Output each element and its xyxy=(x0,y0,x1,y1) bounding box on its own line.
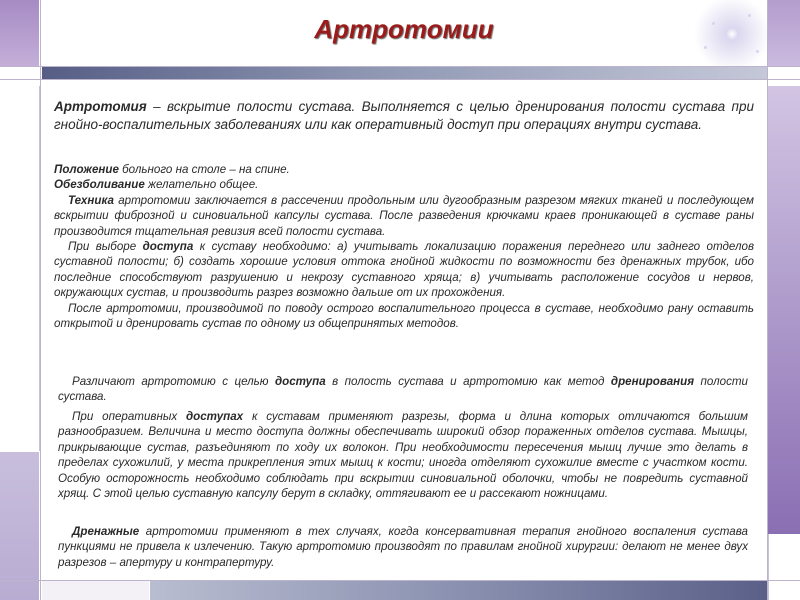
frame-left-bottom-block xyxy=(0,452,39,600)
access-term: доступа xyxy=(142,240,194,254)
frame-right-top-block xyxy=(768,0,800,66)
anesthesia-line xyxy=(54,177,754,192)
sparkle-dot xyxy=(704,46,707,49)
drainage-paragraph xyxy=(58,524,748,570)
after-text: После артротомии, производимой по поводу острого воспалительного процесса в суставе, необходимо рану оставить открытой и дренировать сустав по одному из общепринятых методов. xyxy=(54,301,754,331)
technique-text: артротомии заключается в рассечении продольным или дугообразным разрезом мягких тканей и последующем вскрытии фиброзной и синовиальной капсулы сустава. После разведения крючками краев проникающей в суставе раны производится тщательная ревизия всей полости сустава. xyxy=(54,193,754,238)
frame-line-left xyxy=(40,0,41,600)
distinguish-paragraph xyxy=(58,374,748,405)
intro-term: Артротомия xyxy=(54,99,147,114)
anesthesia-text: желательно общее. xyxy=(144,178,259,192)
distinguish-mid: в полость сустава и артротомию как метод xyxy=(325,375,611,388)
access-text: к суставу необходимо: а) учитывать локализацию поражения переднего или заднего отделов суставной полости; б) создать хорошие условия оттока гнойной жидкости по возможности без дренажных трубок, ибо последние способствуют разрушению и некрозу суставного хряща; в) учитывать расположение сосудов и нервов, окружающих сустав, и производить разрез возможно дальше от их прохождения. xyxy=(54,240,755,300)
frame-line-right xyxy=(767,0,768,600)
anesthesia-term: Обезболивание xyxy=(54,178,145,192)
sparkle-dot xyxy=(756,50,759,53)
bottom-gradient-bar xyxy=(150,581,767,600)
frame-right-bottom-block xyxy=(768,534,800,600)
operative-pre: При оперативных xyxy=(72,410,186,423)
operative-text: к суставам применяют разрезы, форма и длина которых отличаются большим разнообразием. Величина и место доступа должны обеспечивать широкий обзор пораженных отделов сустава. Мышцы, прикрывающие сустав, разъединяют по ходу их волокон. При необходимости пересечения мышц лучше это делать в пределах сухожилий, у места прикрепления этих мышц к кости; иногда отделяют сухожилие вместе с участком кости. Особую осторожность необходимо соблюдать при вскрытии синовиальной оболочки, чтобы не повредить суставной хрящ. С этой целью суставную капсулу берут в складку, оттягивают ее и рассекают ножницами. xyxy=(58,410,749,501)
technique-paragraph xyxy=(54,193,754,239)
position-line xyxy=(54,162,754,177)
operative-paragraph xyxy=(58,409,748,501)
frame-right-middle-block xyxy=(768,86,800,534)
bottom-left-bar xyxy=(42,581,149,600)
drainage-term: Дренажные xyxy=(72,525,140,538)
after-paragraph xyxy=(54,301,754,332)
distinguish-term-access: доступа xyxy=(274,375,326,388)
distinguish-pre: Различают артротомию с целью xyxy=(72,375,275,388)
main-text-block xyxy=(54,162,754,331)
intro-text: – вскрытие полости сустава. Выполняется с целью дренирования полости сустава при гнойно-воспалительных заболеваниях или как оперативный доступ при операциях внутри сустава. xyxy=(54,99,754,132)
intro-paragraph xyxy=(54,98,754,134)
distinguish-term-drainage: дренирования xyxy=(610,375,695,388)
distinguish-post: полости сустава. xyxy=(58,375,748,404)
access-paragraph xyxy=(54,239,754,301)
drainage-text: артротомии применяют в тех случаях, когда консервативная терапия гнойного воспаления сустава пункциями не привела к излечению. Такую артротомию производят по правилам гнойной хирургии: делают не менее двух разрезов – апертуру и контрапертуру. xyxy=(58,525,748,569)
position-term: Положение xyxy=(54,163,119,176)
top-gradient-bar xyxy=(42,67,767,79)
technique-term: Техника xyxy=(68,193,114,207)
access-pre: При выборе xyxy=(68,240,143,254)
frame-left-middle-block xyxy=(0,86,40,451)
position-text: больного на столе – на спине. xyxy=(118,163,290,176)
frame-line-top-lower xyxy=(0,79,800,80)
slide-title: Артротомии xyxy=(314,14,494,44)
operative-term: доступах xyxy=(185,410,244,423)
frame-left-top-block xyxy=(0,0,39,66)
